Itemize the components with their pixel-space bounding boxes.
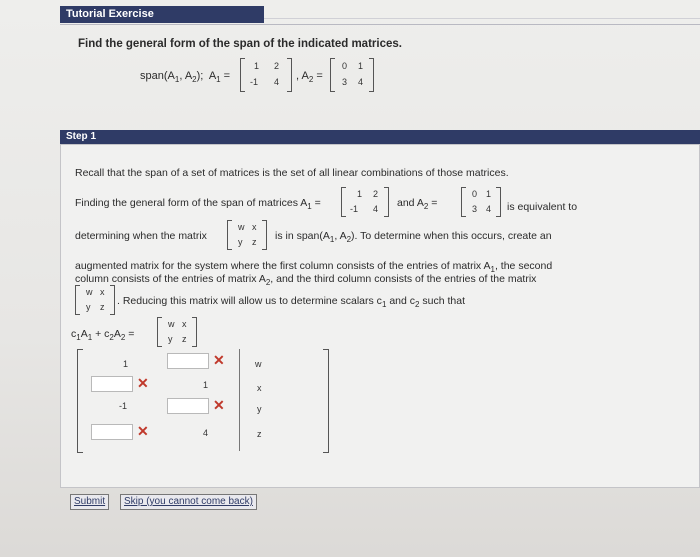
step-body xyxy=(60,144,700,488)
matrix-cell: -1 xyxy=(250,77,259,87)
incorrect-icon: ✕ xyxy=(213,397,225,413)
matrix-cell: x xyxy=(252,222,257,232)
matrix-cell: 1 xyxy=(357,189,363,199)
matrix-cell: x xyxy=(100,287,105,297)
step-text: determining when the matrix xyxy=(75,230,207,242)
matrix-a2 xyxy=(330,58,374,92)
matrix-cell: 2 xyxy=(274,61,280,71)
step-header: Step 1 xyxy=(60,130,700,144)
matrix-cell: 2 xyxy=(373,189,379,199)
matrix-wxyz xyxy=(157,317,197,347)
step-text: and $A_2$ = xyxy=(397,197,438,212)
matrix-cell: 0 xyxy=(342,61,348,71)
step-text: is in $span(A_1$, $A_2$). To determine when this occurs, create an xyxy=(275,230,552,245)
matrix-cell: 3 xyxy=(472,204,478,214)
aug-cell: x xyxy=(257,383,262,393)
incorrect-icon: ✕ xyxy=(137,423,149,439)
matrix-cell: w xyxy=(168,319,175,329)
aug-cell: -1 xyxy=(119,401,128,411)
divider xyxy=(264,18,700,19)
matrix-cell: 0 xyxy=(472,189,478,199)
matrix-cell: -1 xyxy=(350,204,359,214)
matrix-cell: w xyxy=(238,222,245,232)
question-prompt: Find the general form of the span of the indicated matrices. xyxy=(78,38,402,50)
matrix-cell: 4 xyxy=(486,204,492,214)
step-text: . Reducing this matrix will allow us to determine scalars $c_1$ and $c_2$ such that xyxy=(117,295,465,310)
step-text: augmented matrix for the system where the first column consists of the entries of matrix $A_1$, the second xyxy=(75,260,553,275)
matrix-cell: z xyxy=(182,334,187,344)
step-text: Recall that the span of a set of matrices is the set of all linear combinations of those matrices. xyxy=(75,167,509,179)
matrix-cell: z xyxy=(100,302,105,312)
matrix-cell: 4 xyxy=(358,77,364,87)
exercise-title: Tutorial Exercise xyxy=(60,6,264,23)
matrix-a1 xyxy=(240,58,292,92)
matrix-cell: 1 xyxy=(358,61,364,71)
matrix-cell: 1 xyxy=(254,61,260,71)
step-text: is equivalent to xyxy=(507,201,578,213)
matrix-cell: y xyxy=(86,302,91,312)
matrix-wxyz xyxy=(227,220,267,250)
matrix-cell: 4 xyxy=(373,204,379,214)
answer-input[interactable] xyxy=(167,353,209,369)
submit-button[interactable]: Submit xyxy=(70,494,109,510)
aug-cell: w xyxy=(255,359,262,369)
step-text: Finding the general form of the span of matrices $A_1$ = xyxy=(75,197,321,212)
matrix-cell: 4 xyxy=(274,77,280,87)
matrix-wxyz xyxy=(75,285,115,315)
answer-input[interactable] xyxy=(91,376,133,392)
span-expression: $span(A_1$, $A_2$); $A_1$ = xyxy=(140,70,231,85)
matrix-cell: z xyxy=(252,237,257,247)
aug-cell: y xyxy=(257,404,262,414)
step-text: column consists of the entries of matrix $A_2$, and the third column consists of the entries of the matrix xyxy=(75,273,537,288)
matrix-cell: y xyxy=(168,334,173,344)
skip-button[interactable]: Skip (you cannot come back) xyxy=(120,494,257,510)
lincomb-equation: $c_1A_1 + c_2A_2$ = xyxy=(71,328,135,343)
aug-cell: 4 xyxy=(203,428,209,438)
matrix-cell: x xyxy=(182,319,187,329)
matrix-cell: y xyxy=(238,237,243,247)
a2-label: , $A_2$ = xyxy=(296,70,323,85)
answer-input[interactable] xyxy=(167,398,209,414)
aug-cell: 1 xyxy=(123,359,129,369)
divider xyxy=(60,24,700,25)
answer-input[interactable] xyxy=(91,424,133,440)
matrix-cell: w xyxy=(86,287,93,297)
incorrect-icon: ✕ xyxy=(213,352,225,368)
matrix-cell: 1 xyxy=(486,189,492,199)
matrix-a1 xyxy=(341,187,389,217)
aug-cell: 1 xyxy=(203,380,209,390)
aug-cell: z xyxy=(257,429,262,439)
matrix-a2 xyxy=(461,187,501,217)
augmented-matrix xyxy=(71,345,331,465)
incorrect-icon: ✕ xyxy=(137,375,149,391)
matrix-cell: 3 xyxy=(342,77,348,87)
